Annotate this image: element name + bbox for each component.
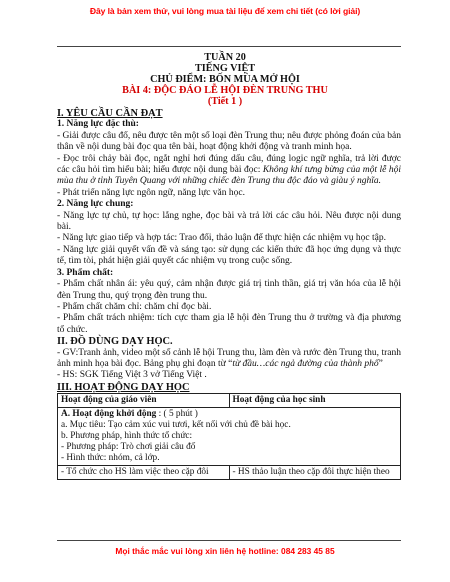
section-1-1-heading: 1. Năng lực đặc thù:: [57, 119, 139, 130]
teacher-cell: - Tổ chức cho HS làm việc theo cặp đôi: [58, 466, 230, 480]
top-banner: Đây là bản xem thử, vui lòng mua tài liệu để xem chi tiết (có lời giải): [89, 6, 361, 16]
table-row: [58, 466, 401, 480]
section-1-2-heading: 2. Năng lực chung:: [57, 199, 134, 210]
paragraph: - Đọc trôi chảy bài đọc, ngắt nghỉ hơi đúng dấu câu, đúng logic ngữ nghĩa, trả lời được các câu hỏi tìm hiểu bài; hiểu được nội dung bài đọc: Không khí tưng bừng của một lễ hội mùa thu ở tỉnh Tuyên Quang với những chiếc đèn Trung thu độc đáo và giàu ý nghĩa.: [57, 153, 401, 187]
bottom-banner: Mọi thắc mắc vui lòng xin liên hệ hotline: 084 283 45 85: [115, 546, 335, 556]
section-1-heading: I. YÊU CẦU CẦN ĐẠT: [57, 108, 163, 119]
paragraph: - Năng lực tự chủ, tự học: lắng nghe, đọc bài và trả lời các câu hỏi. Nêu được nội dung bài.: [57, 210, 401, 233]
paragraph: - Phẩm chất chăm chỉ: chăm chỉ đọc bài.: [57, 301, 212, 312]
paragraph: - Phẩm chất nhân ái: yêu quý, cảm nhận được giá trị tinh thần, giá trị văn hóa của lễ hội đèn Trung thu, quý trọng đèn trung thu.: [57, 279, 401, 301]
table-row: [58, 408, 401, 466]
table-header-row: [58, 394, 401, 408]
paragraph: - Phát triển năng lực ngôn ngữ, năng lực văn học.: [57, 187, 245, 198]
header-student: Hoạt động của học sinh: [229, 394, 401, 408]
section-2-heading: II. ĐỒ DÙNG DẠY HỌC.: [57, 336, 173, 348]
lesson-header: [60, 52, 390, 107]
section-3-heading: III. HOẠT ĐỘNG DẠY HỌC: [57, 381, 190, 393]
header-teacher: Hoạt động của giáo viên: [58, 394, 230, 408]
lesson-content: [57, 108, 401, 480]
week-title: TUẦN 20: [204, 52, 246, 63]
paragraph: - Năng lực giao tiếp và hợp tác: Trao đổi, thảo luận để thực hiện các nhiệm vụ học tập.: [57, 233, 386, 244]
paragraph: - Phẩm chất trách nhiệm: tích cực tham gia lễ hội đèn Trung thu ở trường và địa phương tổ chức.: [57, 313, 401, 335]
paragraph: - GV:Tranh ảnh, video một số cảnh lễ hội Trung thu, làm đèn và rước đèn Trung thu, tranh ảnh minh họa bài đọc. Bảng phụ ghi đoạn từ “từ đầu…các ngả đường của thành phố”: [57, 347, 401, 369]
activity-a-cell: A. Hoạt động khởi động : ( 5 phút ) a. Mục tiêu: Tạo cảm xúc vui tươi, kết nối với chủ đề bài học. b. Phương pháp, hình thức tổ chức: - Phương pháp: Trò chơi giải câu đố - Hình thức: nhóm, cả lớp.: [58, 408, 401, 466]
bottom-divider: [57, 540, 401, 541]
paragraph: - Giải được câu đố, nêu được tên một số loại đèn Trung thu; nêu được phỏng đoán của bản thân về nội dung bài đọc qua tên bài, hoạt động khởi động và tranh minh họa.: [57, 130, 401, 153]
student-cell: - HS thảo luận theo cặp đôi thực hiện theo: [229, 466, 401, 480]
section-1-3-heading: 3. Phẩm chất:: [57, 267, 114, 278]
subject-title: TIẾNG VIỆT: [194, 63, 256, 74]
theme-title: CHỦ ĐIỂM: BỐN MÙA MỞ HỘI: [150, 74, 300, 85]
paragraph: - HS: SGK Tiếng Việt 3 vở Tiếng Việt .: [57, 370, 207, 381]
top-divider: [57, 46, 401, 47]
period-title: (Tiết 1 ): [207, 96, 243, 107]
activity-table: [57, 393, 401, 480]
paragraph: - Năng lực giải quyết vấn đề và sáng tạo: sử dụng các kiến thức đã học ứng dụng và thực tế, tìm tòi, phát hiện giải quyết các nhiệm vụ trong cuộc sống.: [57, 244, 401, 267]
lesson-title: BÀI 4: ĐỘC ĐÁO LỄ HỘI ĐÈN TRUNG THU: [122, 85, 328, 96]
